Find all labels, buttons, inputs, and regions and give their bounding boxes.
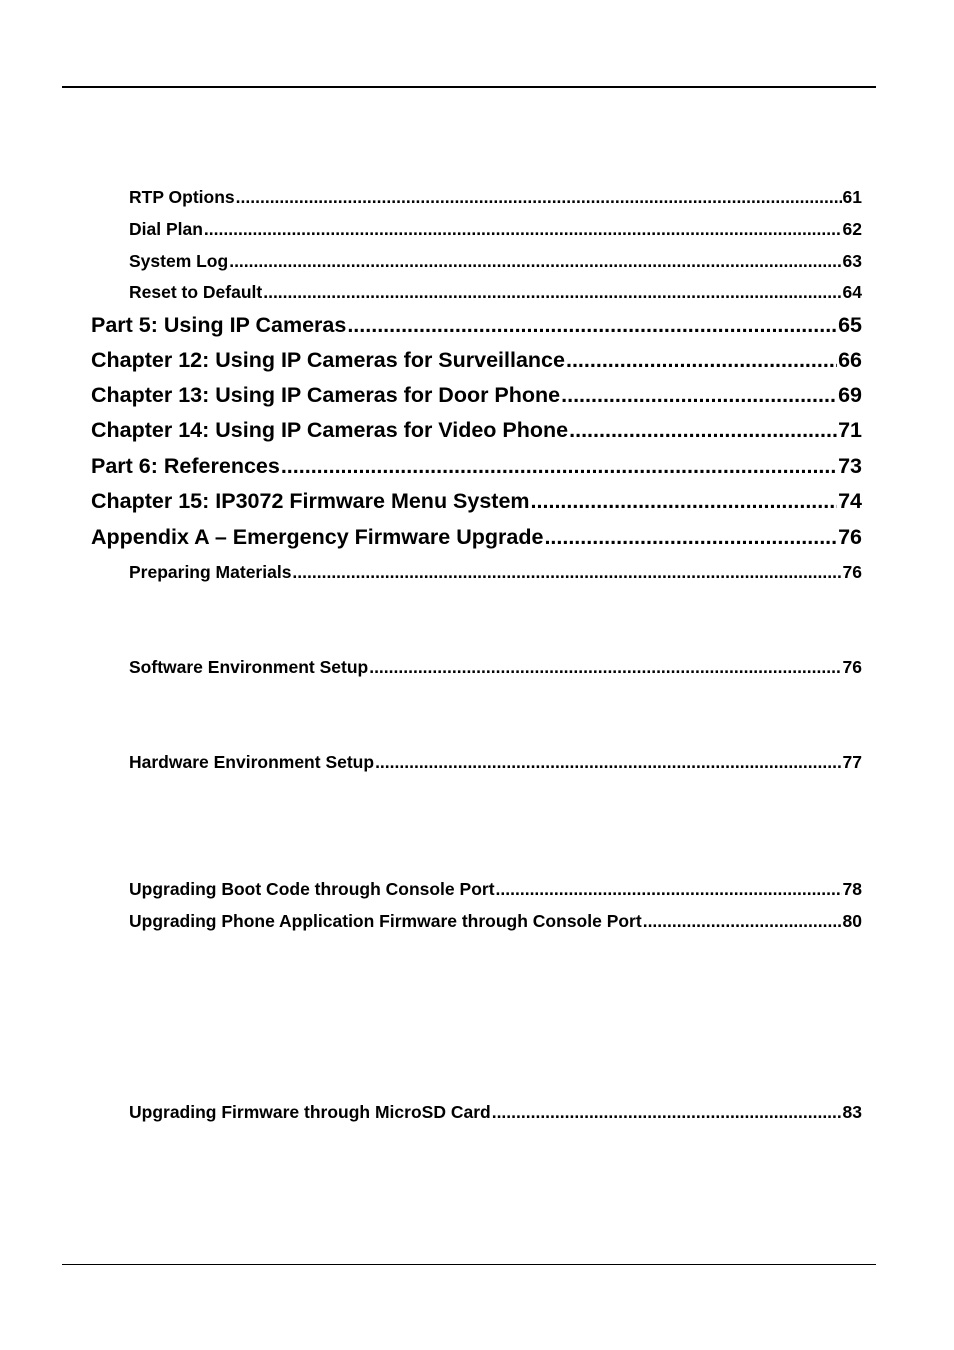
toc-dot-leader — [229, 251, 841, 272]
toc-dot-leader — [544, 525, 837, 550]
toc-entry-title: RTP Options — [129, 187, 235, 207]
toc-entry-page: 78 — [842, 879, 862, 899]
toc-dot-leader — [375, 752, 841, 773]
toc-entry-page: 74 — [838, 489, 862, 513]
toc-entry-page: 73 — [838, 454, 862, 478]
toc-dot-leader — [347, 313, 837, 338]
toc-entry-page: 76 — [842, 657, 862, 677]
header-rule — [62, 86, 876, 88]
toc-entry-chapter-12[interactable] — [91, 348, 862, 376]
toc-entry-title: Chapter 13: Using IP Cameras for Door Phone — [91, 383, 561, 407]
toc-dot-leader — [561, 383, 837, 408]
toc-dot-leader — [643, 911, 842, 932]
toc-entry-reset-to-default[interactable] — [129, 282, 862, 304]
toc-entry-software-environment-setup[interactable] — [129, 657, 862, 679]
toc-entry-title: System Log — [129, 251, 229, 271]
toc-dot-leader — [281, 454, 837, 479]
toc-entry-page: 80 — [842, 911, 862, 931]
toc-entry-appendix-a[interactable] — [91, 525, 862, 553]
toc-dot-leader — [204, 219, 842, 240]
toc-dot-leader — [531, 489, 838, 514]
toc-entry-title: Chapter 14: Using IP Cameras for Video Phone — [91, 418, 569, 442]
toc-dot-leader — [492, 1102, 842, 1123]
toc-entry-page: 64 — [842, 282, 862, 302]
toc-entry-chapter-15[interactable] — [91, 489, 862, 517]
toc-entry-system-log[interactable] — [129, 251, 862, 273]
toc-entry-page: 76 — [838, 525, 862, 549]
toc-dot-leader — [263, 282, 841, 303]
toc-entry-title: Dial Plan — [129, 219, 203, 239]
toc-entry-preparing-materials[interactable] — [129, 562, 862, 584]
toc-dot-leader — [236, 187, 842, 208]
toc-entry-title: Chapter 15: IP3072 Firmware Menu System — [91, 489, 530, 513]
toc-entry-page: 69 — [838, 383, 862, 407]
toc-entry-page: 71 — [838, 418, 862, 442]
toc-dot-leader — [566, 348, 837, 373]
toc-entry-title: Preparing Materials — [129, 562, 292, 582]
toc-entry-upgrading-boot-code[interactable] — [129, 879, 862, 901]
toc-entry-upgrading-firmware-microsd[interactable] — [129, 1102, 862, 1124]
toc-entry-page: 63 — [842, 251, 862, 271]
toc-entry-page: 65 — [838, 313, 862, 337]
toc-entry-title: Chapter 12: Using IP Cameras for Surveillance — [91, 348, 565, 372]
toc-entry-page: 62 — [842, 219, 862, 239]
toc-entry-title: Hardware Environment Setup — [129, 752, 375, 772]
toc-entry-chapter-14[interactable] — [91, 418, 862, 446]
toc-entry-rtp-options[interactable] — [129, 187, 862, 209]
toc-entry-part-6[interactable] — [91, 454, 862, 482]
toc-entry-upgrading-phone-application[interactable] — [129, 911, 862, 933]
toc-entry-title: Reset to Default — [129, 282, 263, 302]
toc-entry-page: 61 — [842, 187, 862, 207]
toc-entry-part-5[interactable] — [91, 313, 862, 341]
toc-entry-title: Upgrading Firmware through MicroSD Card — [129, 1102, 491, 1122]
toc-entry-page: 83 — [842, 1102, 862, 1122]
toc-entry-page: 66 — [838, 348, 862, 372]
toc-entry-title: Upgrading Boot Code through Console Port — [129, 879, 495, 899]
toc-entry-chapter-13[interactable] — [91, 383, 862, 411]
toc-entry-title: Upgrading Phone Application Firmware through Console Port — [129, 911, 642, 931]
toc-dot-leader — [569, 418, 837, 443]
toc-dot-leader — [496, 879, 842, 900]
toc-entry-title: Part 6: References — [91, 454, 280, 478]
toc-entry-dial-plan[interactable] — [129, 219, 862, 241]
toc-entry-page: 76 — [842, 562, 862, 582]
toc-dot-leader — [292, 562, 841, 583]
toc-entry-title: Appendix A – Emergency Firmware Upgrade — [91, 525, 544, 549]
toc-entry-hardware-environment-setup[interactable] — [129, 752, 862, 774]
toc-entry-title: Software Environment Setup — [129, 657, 369, 677]
toc-entry-title: Part 5: Using IP Cameras — [91, 313, 347, 337]
footer-rule — [62, 1264, 876, 1265]
toc-dot-leader — [369, 657, 841, 678]
toc-entry-page: 77 — [842, 752, 862, 772]
